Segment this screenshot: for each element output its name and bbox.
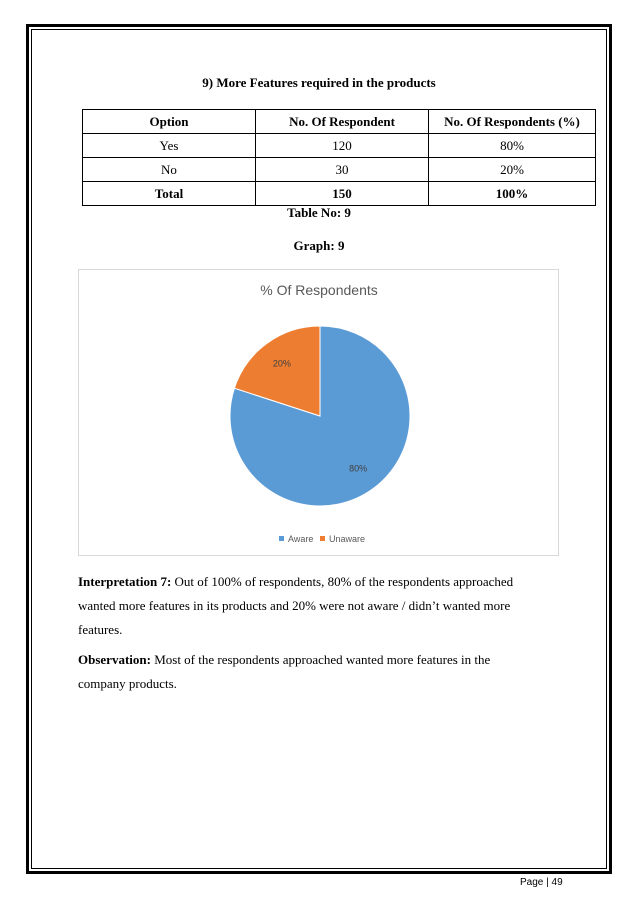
table-cell: Yes: [83, 134, 256, 158]
legend-swatch: [279, 536, 284, 541]
interpretation-label: Interpretation 7:: [78, 574, 172, 589]
table-header-cell: No. Of Respondent: [256, 110, 429, 134]
graph-caption: Graph: 9: [293, 238, 345, 253]
table-cell: 120: [256, 134, 429, 158]
observation-text: Most of the respondents approached wanted more features in the company products.: [78, 652, 491, 691]
table-header-cell: No. Of Respondents (%): [429, 110, 596, 134]
table-cell: 80%: [429, 134, 596, 158]
table-cell: 150: [256, 182, 429, 206]
table-header-cell: Option: [83, 110, 256, 134]
chart-title: % Of Respondents: [260, 282, 378, 298]
table-row: [83, 134, 596, 158]
observation-label: Observation:: [78, 652, 151, 667]
page-number: Page | 49: [520, 877, 563, 888]
pie-chart-svg: [79, 270, 560, 557]
pie-chart: [78, 269, 559, 556]
table-total-row: [83, 182, 596, 206]
table-cell: 100%: [429, 182, 596, 206]
table-cell: 30: [256, 158, 429, 182]
pie-slice-label: 80%: [349, 463, 368, 474]
respondents-table: [82, 109, 596, 206]
interpretation-paragraph: [78, 570, 518, 642]
legend-label: Aware: [288, 534, 314, 544]
table-cell: No: [83, 158, 256, 182]
legend-label: Unaware: [329, 534, 366, 544]
legend-swatch: [320, 536, 325, 541]
observation-paragraph: [78, 648, 518, 696]
interpretation-text: Out of 100% of respondents, 80% of the respondents approached wanted more features in its products and 20% were not aware / didn’t wanted more features.: [78, 574, 514, 637]
table-cell: 20%: [429, 158, 596, 182]
table-row: [83, 158, 596, 182]
table-caption: Table No: 9: [287, 205, 351, 220]
pie-slices: [230, 326, 410, 506]
table-cell: Total: [83, 182, 256, 206]
pie-slice-label: 20%: [272, 358, 291, 369]
table-header-row: [83, 110, 596, 134]
section-heading: 9) More Features required in the products: [202, 75, 436, 90]
chart-legend: [279, 534, 365, 544]
